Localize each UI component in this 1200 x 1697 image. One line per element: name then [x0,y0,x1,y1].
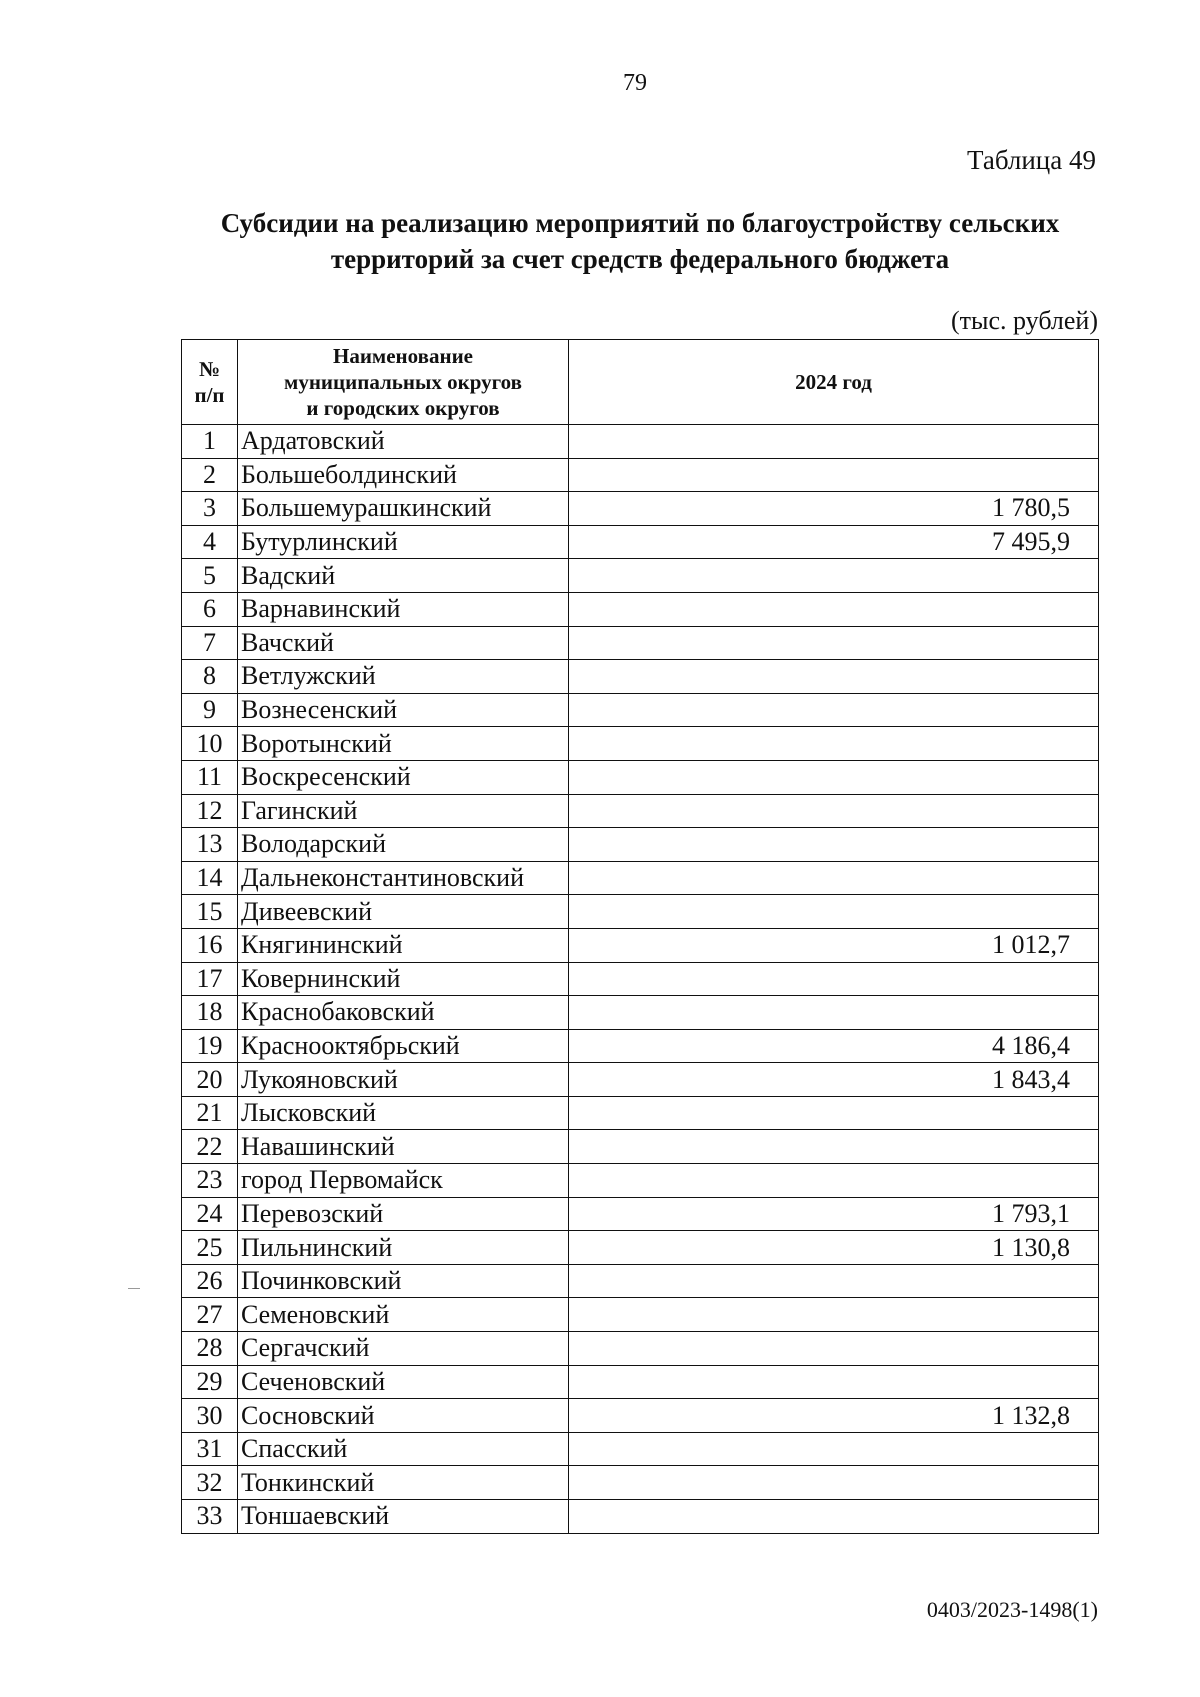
row-number: 17 [182,962,238,996]
unit-note: (тыс. рублей) [950,306,1098,335]
district-name: Воротынский [238,727,569,761]
table-header-row [182,340,1099,425]
table-row [182,525,1099,559]
table-row [182,458,1099,492]
subsidy-value: 1 132,8 [569,1399,1099,1433]
district-name: Дивеевский [238,895,569,929]
table-row [182,492,1099,526]
title-line-2: территорий за счет средств федерального бюджета [330,244,950,274]
table-row [182,895,1099,929]
subsidy-value [569,693,1099,727]
row-number: 29 [182,1365,238,1399]
table-row [182,760,1099,794]
table-row [182,626,1099,660]
row-number: 14 [182,861,238,895]
title-line-1: Субсидии на реализацию мероприятий по благоустройству сельских [220,208,1060,238]
table-row [182,1029,1099,1063]
row-number: 24 [182,1197,238,1231]
district-name: Варнавинский [238,592,569,626]
district-name: Тоншаевский [238,1500,569,1534]
subsidy-value [569,425,1099,459]
row-number: 20 [182,1063,238,1097]
table-row [182,1096,1099,1130]
subsidy-value [569,1096,1099,1130]
subsidy-value [569,996,1099,1030]
page-number: 79 [623,70,647,96]
subsidy-value [569,828,1099,862]
subsidy-value [569,1298,1099,1332]
district-name: Сеченовский [238,1365,569,1399]
table-row [182,1298,1099,1332]
table-body [182,425,1099,1534]
subsidy-value: 1 793,1 [569,1197,1099,1231]
subsidy-value [569,559,1099,593]
row-number: 2 [182,458,238,492]
table-row [182,559,1099,593]
table-row [182,996,1099,1030]
table-row [182,928,1099,962]
table-row [182,1063,1099,1097]
row-number: 23 [182,1164,238,1198]
table-label: Таблица 49 [967,145,1096,175]
district-name: Лукояновский [238,1063,569,1097]
row-number: 27 [182,1298,238,1332]
row-number: 6 [182,592,238,626]
row-number: 11 [182,760,238,794]
district-name: Навашинский [238,1130,569,1164]
row-number: 18 [182,996,238,1030]
row-number: 8 [182,660,238,694]
table-row [182,1197,1099,1231]
subsidy-value [569,760,1099,794]
row-number: 30 [182,1399,238,1433]
district-name: Семеновский [238,1298,569,1332]
subsidy-value [569,861,1099,895]
table-row [182,1500,1099,1534]
row-number: 31 [182,1432,238,1466]
row-number: 22 [182,1130,238,1164]
subsidy-value [569,1332,1099,1366]
subsidy-value [569,1500,1099,1534]
subsidy-value [569,1432,1099,1466]
header-number-line-2: п/п [194,383,225,407]
table-row [182,1164,1099,1198]
district-name: Ардатовский [238,425,569,459]
row-number: 28 [182,1332,238,1366]
subsidy-value: 1 012,7 [569,928,1099,962]
table-row [182,828,1099,862]
district-name: Воскресенский [238,760,569,794]
district-name: город Первомайск [238,1164,569,1198]
subsidy-value [569,1466,1099,1500]
row-number: 4 [182,525,238,559]
subsidy-value [569,592,1099,626]
table-row [182,1231,1099,1265]
row-number: 9 [182,693,238,727]
document-code: 0403/2023-1498(1) [926,1597,1098,1622]
table-row [182,1466,1099,1500]
district-name: Краснооктябрьский [238,1029,569,1063]
district-name: Гагинский [238,794,569,828]
district-name: Ветлужский [238,660,569,694]
row-number: 10 [182,727,238,761]
subsidy-value [569,1164,1099,1198]
district-name: Бутурлинский [238,525,569,559]
row-number: 21 [182,1096,238,1130]
table-row [182,727,1099,761]
district-name: Вадский [238,559,569,593]
row-number: 1 [182,425,238,459]
district-name: Пильнинский [238,1231,569,1265]
table-row [182,1332,1099,1366]
table-row [182,861,1099,895]
table-row [182,1130,1099,1164]
district-name: Володарский [238,828,569,862]
district-name: Сергачский [238,1332,569,1366]
row-number: 5 [182,559,238,593]
margin-mark [128,1288,140,1289]
subsidy-value [569,626,1099,660]
table-row [182,1432,1099,1466]
row-number: 15 [182,895,238,929]
subsidy-value [569,794,1099,828]
subsidy-value: 1 130,8 [569,1231,1099,1265]
header-year: 2024 год [569,340,1099,425]
row-number: 33 [182,1500,238,1534]
row-number: 13 [182,828,238,862]
subsidy-value [569,727,1099,761]
row-number: 32 [182,1466,238,1500]
subsidy-value [569,660,1099,694]
table-row [182,693,1099,727]
subsidy-value: 1 780,5 [569,492,1099,526]
row-number: 19 [182,1029,238,1063]
subsidy-value: 1 843,4 [569,1063,1099,1097]
subsidy-value [569,895,1099,929]
subsidy-value [569,1130,1099,1164]
table-row [182,1365,1099,1399]
table-row [182,962,1099,996]
row-number: 7 [182,626,238,660]
row-number: 12 [182,794,238,828]
district-name: Перевозский [238,1197,569,1231]
subsidy-value [569,1365,1099,1399]
table-row [182,794,1099,828]
district-name: Вачский [238,626,569,660]
row-number: 25 [182,1231,238,1265]
header-name-line-3: и городских округов [306,396,500,420]
district-name: Лысковский [238,1096,569,1130]
table-row [182,425,1099,459]
table-row [182,592,1099,626]
header-name-line-2: муниципальных округов [284,370,522,394]
table-row [182,1399,1099,1433]
subsidy-value: 4 186,4 [569,1029,1099,1063]
header-name [238,340,569,425]
district-name: Дальнеконстантиновский [238,861,569,895]
district-name: Вознесенский [238,693,569,727]
district-name: Большемурашкинский [238,492,569,526]
district-name: Починковский [238,1264,569,1298]
row-number: 3 [182,492,238,526]
subsidy-value [569,458,1099,492]
district-name: Ковернинский [238,962,569,996]
district-name: Краснобаковский [238,996,569,1030]
district-name: Тонкинский [238,1466,569,1500]
subsidy-value: 7 495,9 [569,525,1099,559]
header-number-line-1: № [198,357,221,381]
row-number: 16 [182,928,238,962]
district-name: Княгининский [238,928,569,962]
table-title [150,205,1130,277]
subsidy-table [181,339,1099,1534]
subsidy-value [569,1264,1099,1298]
district-name: Сосновский [238,1399,569,1433]
row-number: 26 [182,1264,238,1298]
subsidy-value [569,962,1099,996]
table-row [182,1264,1099,1298]
header-number [182,340,238,425]
district-name: Большеболдинский [238,458,569,492]
header-name-line-1: Наименование [333,344,473,368]
table-row [182,660,1099,694]
district-name: Спасский [238,1432,569,1466]
